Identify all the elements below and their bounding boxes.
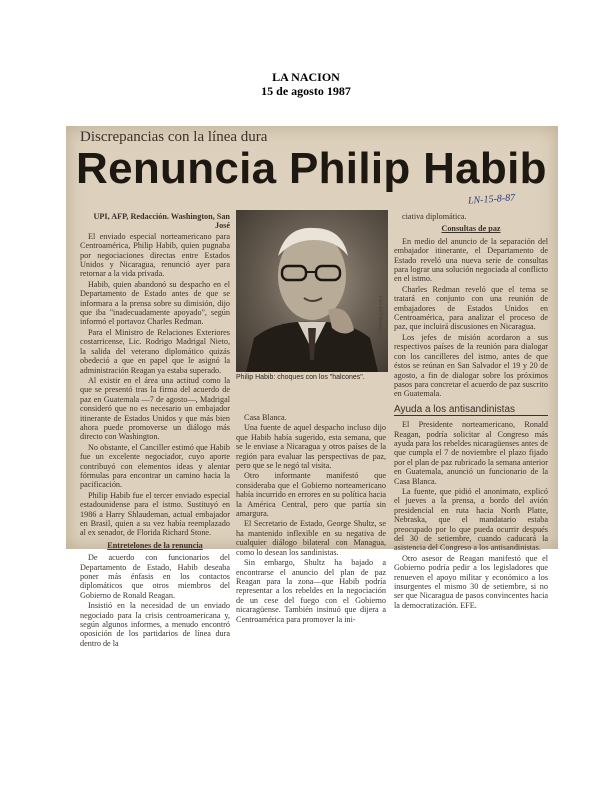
article-column-2: [236, 413, 386, 625]
photo-caption: Philip Habib: choques con los "halcones".: [236, 374, 365, 381]
paragraph: El enviado especial norteamericano para Centroamérica, Philip Habib, quien pugnaba por negociaciones directas entre Estados Unidos y Nicaragua, renunció ayer para retornar a la vida privada.: [80, 231, 230, 279]
publication-date: 15 de agosto 1987: [261, 84, 351, 98]
paragraph: Habib, quien abandonó su despacho en el Departamento de Estado antes de que se informara a la prensa sobre su dimisión, dijo que iba "inadecuadamente apoyado", según informó el portavoz Charles Redman.: [80, 279, 230, 327]
portrait-illustration: [236, 210, 388, 372]
portrait-photo: [236, 210, 388, 372]
paragraph: Una fuente de aquel despacho incluso dijo que Habib había sugerido, esta semana, que se le enviase a Nicaragua y otros países de la región para evaluar las perspectivas de paz, pero que se le negó tal visita.: [236, 423, 386, 471]
paragraph: Charles Redman reveló que el tema se tratará en conjunto con una reunión de embajadores de Estados Unidos en Centroamérica, para analizar el proceso de paz, que incluirá discusiones en Nicaragua.: [394, 284, 548, 332]
paragraph: Otro asesor de Reagan manifestó que el Gobierno podría pedir a los legisladores que renueven el apoyo militar y económico a los insurgentes el mismo 30 de setiembre, si no ser que Nicaragua de pasos convincentes hacia la democratización. EFE.: [394, 553, 548, 610]
article-byline: UPI, AFP, Redacción. Washington, San José: [93, 212, 230, 231]
photo-credit: Foto AFP/Archivo: [377, 296, 382, 334]
article-headline: Renuncia Philip Habib: [76, 144, 547, 193]
paragraph: Al existir en el área una actitud como la que se presentó tras la firma del acuerdo de paz en Guatemala —7 de agosto—, Madrigal consideró que no es necesario un embajador itinerante de Estados Unidos y que más bien ahora puede promoverse un diálogo más directo con Washington.: [80, 375, 230, 442]
paragraph: Sin embargo, Shultz ha bajado a encontrarse el anuncio del plan de paz Reagan para la zona—que Habib podría representar a los rebeldes en la negociación de un cese del fuego con el Gobierno nicaragüense. También insinuó que dijera a Centroamérica para promover la ini-: [236, 558, 386, 624]
paragraph: En medio del anuncio de la separación del embajador itinerante, el Departamento de Estado reveló una nueva serie de consultas para lograr una solución negociada al conflicto en el istmo.: [394, 236, 548, 284]
paragraph: El Secretario de Estado, George Shultz, se ha mantenido inflexible en su negativa de cualquier diálogo bilateral con Managua, como lo desean los sandinistas.: [236, 519, 386, 557]
paragraph: ciativa diplomática.: [402, 212, 467, 221]
document-header: [0, 70, 612, 98]
paragraph: Para el Ministro de Relaciones Exteriores costarricense, Lic. Rodrigo Madrigal Nieto, la salida del veterano diplomático quizás obedeció a que en papel que le asignó la administración Reagan ya estaba superado.: [80, 327, 230, 375]
paragraph: Insistió en la necesidad de un enviado negociado para la crisis centroamericana y, según algunos informes, a menudo encontró oposición de los partidarios de línea dura dentro de la: [80, 601, 230, 648]
paragraph: De acuerdo con funcionarios del Departamento de Estado, Habib deseaba poner más énfasis en los contactos diplomáticos que otros miembros del Gobierno de Ronald Reagan.: [80, 553, 230, 600]
article-column-1: [80, 212, 230, 649]
article-kicker: Discrepancias con la línea dura: [80, 129, 268, 145]
subhead-entretelones: Entretelones de la renuncia: [107, 540, 203, 550]
newspaper-clipping: [66, 126, 558, 648]
paragraph: Los jefes de misión acordaron a sus respectivos países de la reunión para dialogar con los cancilleres del istmo, antes de que éstos se reúnan en San Salvador el 19 y 20 de agosto, a fin de dialogar sobre los próximos pasos para concretar el acuerdo de paz suscrito en Guatemala.: [394, 332, 548, 399]
paragraph: Casa Blanca.: [244, 413, 287, 422]
paragraph: Philip Habib fue el tercer enviado especial estadounidense para el istmo. Sustituyó en 1986 a Harry Shlaudeman, actual embajador en Brasil, quien a su vez había reemplazado al ex senador, de Florida Richard Stone.: [80, 490, 230, 538]
paragraph: La fuente, que pidió el anonimato, explicó el jueves a la prensa, a bordo del avión presidencial en ruta hacia North Platte, Nebraska, que el mandatario estaba preocupado por lo que pueda ocurrir después del 30 de setiembre, cuando caducará la asistencia del Congreso a los antisandinistas.: [394, 486, 548, 553]
paragraph: El Presidente norteamericano, Ronald Reagan, podría solicitar al Congreso más ayuda para los rebeldes nicaragüenses antes de que cumpla el 7 de noviembre el plazo fijado por el plan de paz rubricado la semana anterior en Guatemala, anunció un funcionario de la Casa Blanca.: [394, 420, 548, 486]
newspaper-name: LA NACION: [272, 70, 340, 84]
sidebar-box-title: Ayuda a los antisandinistas: [394, 405, 548, 416]
paragraph: No obstante, el Canciller estimó que Habib fue un excelente negociador, cuyo aporte contribuyó con elementos ideas y alentar fórmulas para encontrar un camino hacia la pacificación.: [80, 442, 230, 490]
paragraph: Otro informante manifestó que consideraba que el Gobierno norteamericano había incurrido en errores en su política hacia la América Central, pero que partía sin amargura.: [236, 471, 386, 519]
article-column-3: [394, 212, 548, 611]
handwritten-date-note: LN-15-8-87: [467, 192, 516, 207]
subhead-consultas: Consultas de paz: [441, 224, 501, 234]
